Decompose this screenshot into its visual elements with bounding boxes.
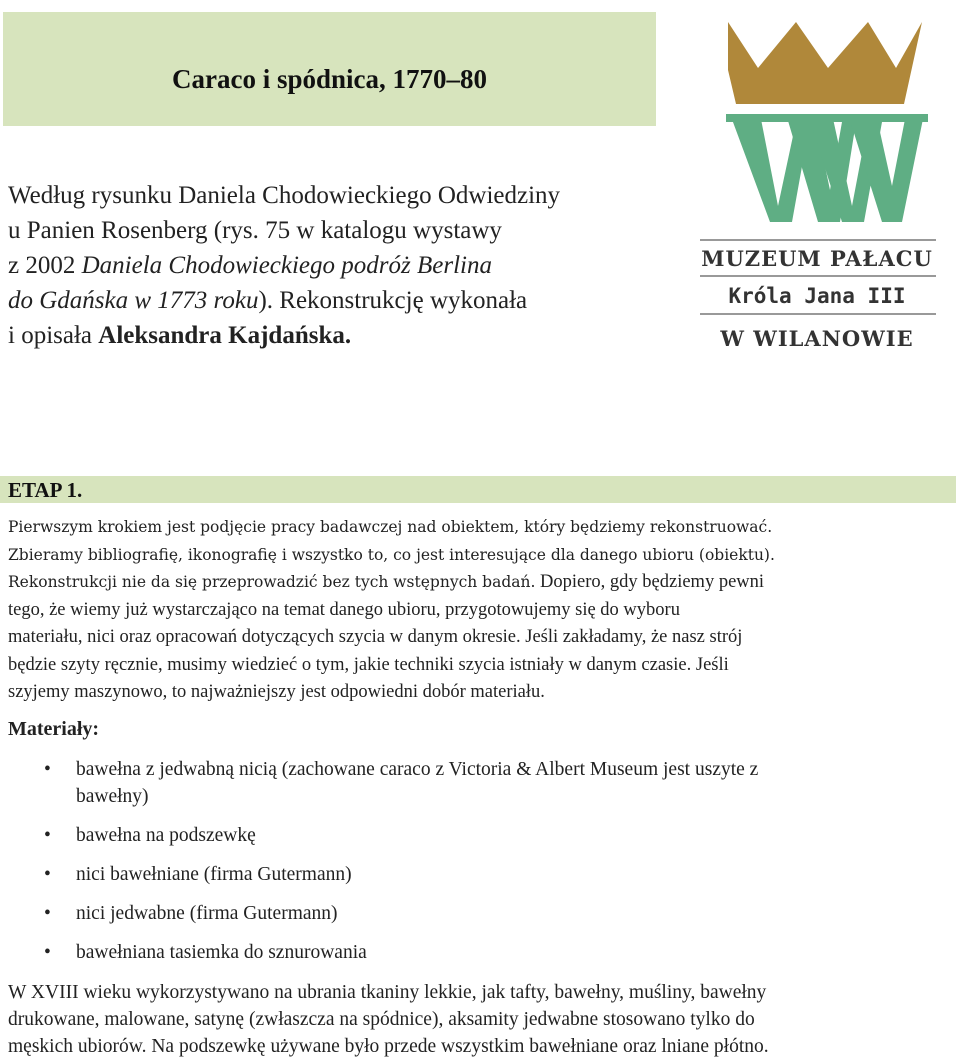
intro-text-plain: ). Rekonstrukcję wykonała [258,287,528,314]
list-item-text: nici bawełniane (firma Gutermann) [76,864,352,885]
paragraph-line: tego, że wiemy już wystarczająco na temat danego ubioru, przygotowujemy się do wyboru [8,599,680,620]
list-item-text: bawełna na podszewkę [76,825,256,846]
list-item-text: nici jedwabne (firma Gutermann) [76,903,338,924]
list-item-text: bawełny) [76,786,149,807]
materials-heading: Materiały: [8,718,100,740]
paragraph-line: W XVIII wieku wykorzystywano na ubrania tkaniny lekkie, jak tafty, bawełny, muśliny, bawełny [8,982,767,1003]
page-title: Caraco i spódnica, 1770–80 [171,64,487,94]
research-paragraph [8,514,956,707]
paragraph-line: Zbieramy bibliografię, ikonografię i wszystko to, co jest interesujące dla danego ubioru (obiektu). [8,545,775,564]
paragraph-segment: Jeśli [691,654,729,675]
crown-ww-emblem-icon [692,10,942,372]
materials-list [0,756,950,978]
closing-paragraph [8,979,956,1060]
list-item-text: bawełna z jedwabną nicią (zachowane caraco z Victoria & Albert Museum jest uszyte z [76,759,759,780]
bullet-icon: • [44,759,51,780]
bullet-icon: • [44,942,51,963]
logo-line-3: W WILANOWIE [720,326,914,351]
ww-monogram-icon [726,114,928,222]
intro-line: Według rysunku Daniela Chodowieckiego Odwiedziny [8,182,561,209]
bullet-icon: • [44,825,51,846]
author-name: Aleksandra Kajdańska. [98,322,352,349]
intro-text [8,178,668,353]
title-banner [3,12,656,126]
paragraph-segment: Rekonstrukcji nie da się przeprowadzić bez tych wstępnych badań. [8,573,536,591]
intro-book-title: do Gdańska w 1773 roku [8,287,259,314]
paragraph-line [8,652,956,680]
bullet-icon: • [44,903,51,924]
list-item [0,900,950,927]
paragraph-line [8,624,956,652]
museum-logo [692,10,942,372]
paragraph-line: szyjemy maszynowo, to najważniejszy jest odpowiedni dobór materiału. [8,682,545,702]
intro-text-plain: i opisała [8,322,99,349]
list-item [0,861,950,888]
paragraph-segment: będzie szyty ręcznie, musimy wiedzieć o tym, jakie techniki szycia istniały w danym czasie. [8,654,692,675]
crown-icon [728,22,922,104]
logo-line-1: MUZEUM PAŁACU [701,246,933,271]
list-item-text: bawełniana tasiemka do sznurowania [76,942,367,963]
section-title: ETAP 1. [8,478,83,502]
paragraph-line [8,569,956,597]
intro-line: u Panien Rosenberg (rys. 75 w katalogu wystawy [8,217,502,244]
intro-book-title: Daniela Chodowieckiego podróż Berlina [81,252,492,279]
intro-line [8,248,668,283]
paragraph-line: męskich ubiorów. Na podszewkę używane było przede wszystkim bawełniane oraz lniane płótno. [8,1036,769,1057]
section-banner [0,476,956,503]
intro-text-plain: z 2002 [8,252,82,279]
intro-line [8,318,668,353]
paragraph-segment: materiału, nici oraz opracowań dotyczących szycia w danym okresie. [8,627,521,647]
paragraph-line: drukowane, malowane, satynę (zwłaszcza na spódnice), aksamity jedwabne stosowano tylko do [8,1009,755,1030]
bullet-icon: • [44,864,51,885]
list-item [0,756,950,810]
list-item [0,822,950,849]
paragraph-line: Pierwszym krokiem jest podjęcie pracy badawczej nad obiektem, który będziemy rekonstruować. [8,518,773,536]
paragraph-segment: Dopiero, gdy będziemy pewni [535,572,765,592]
logo-line-2: Króla Jana III [728,284,906,308]
list-item [0,939,950,966]
paragraph-segment: Jeśli zakładamy, że nasz strój [520,627,743,647]
intro-line [8,283,668,318]
